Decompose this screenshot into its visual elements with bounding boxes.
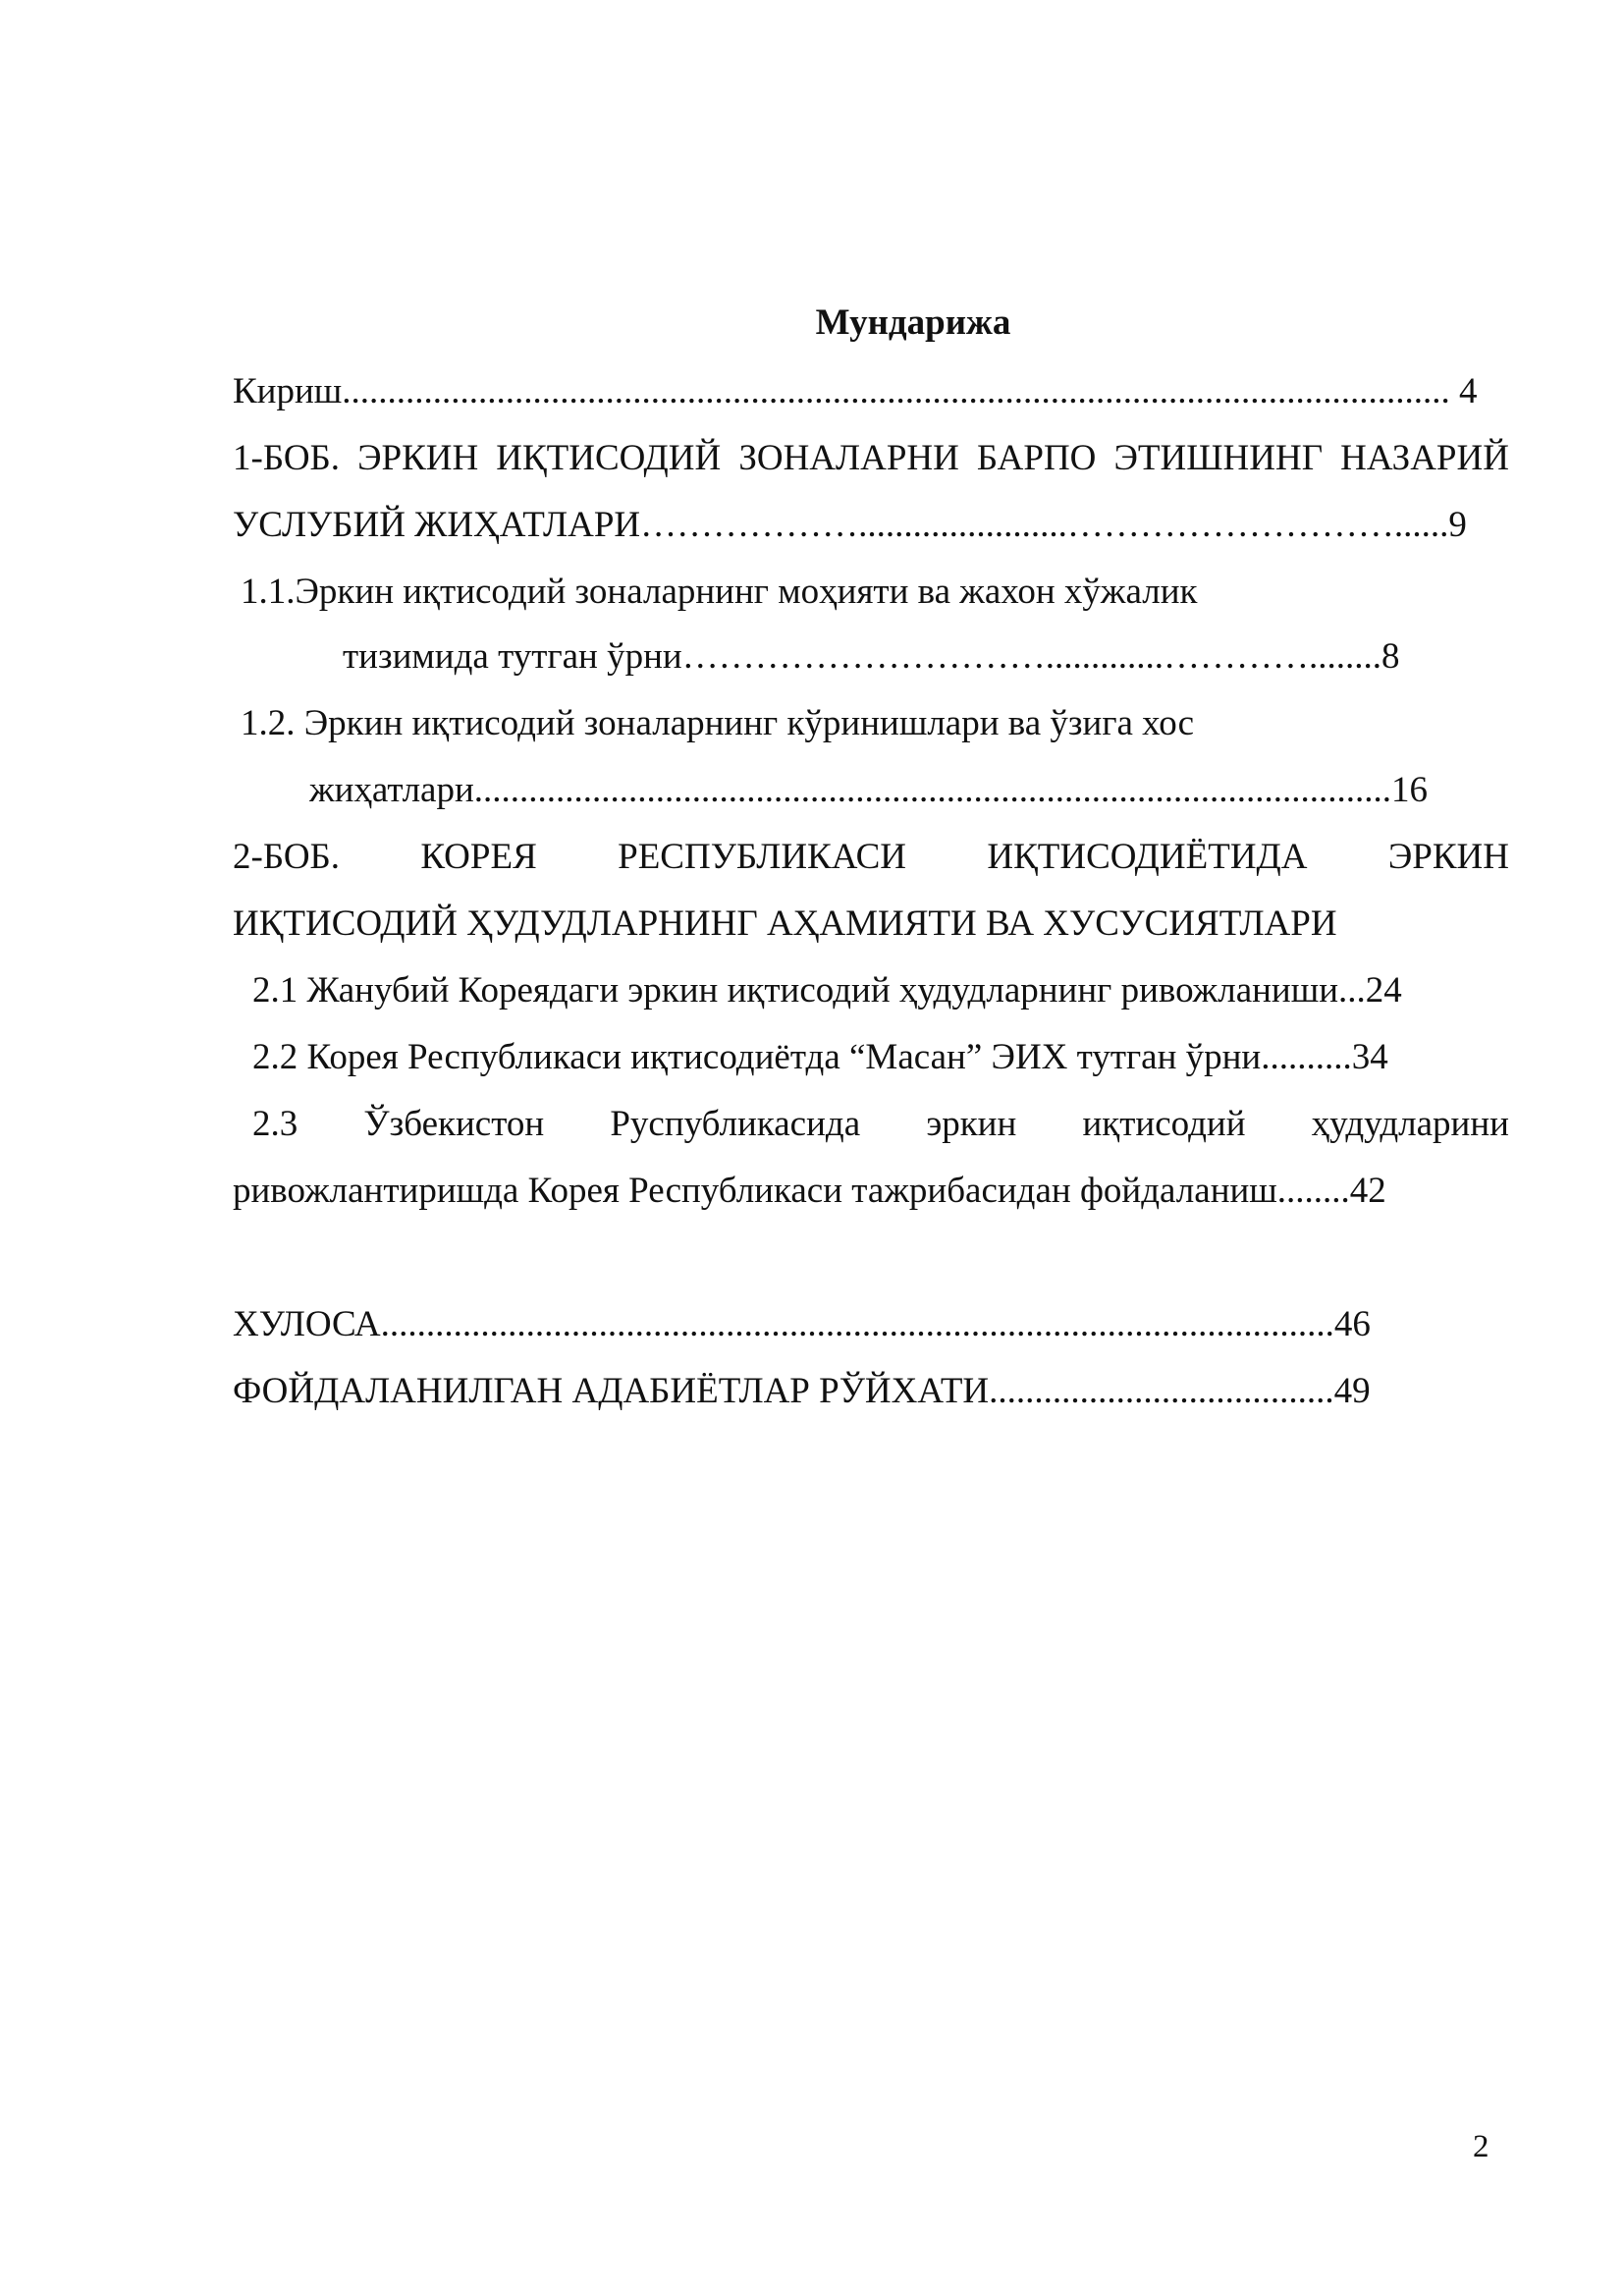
- word: 2-БОБ.: [233, 837, 341, 877]
- word: ЭРКИН: [357, 438, 479, 478]
- word: ЗОНАЛАРНИ: [738, 438, 959, 478]
- toc-section-1-2-line-1: 1.2. Эркин иқтисодий зоналарнинг кўринишлари ва ўзига хос: [241, 703, 1195, 743]
- toc-section-2-2: 2.2 Корея Республикаси иқтисодиётда “Масан” ЭИХ тутган ўрни..........34: [252, 1037, 1388, 1077]
- word: иқтисодий: [1082, 1104, 1246, 1144]
- word: ҳудудларини: [1311, 1104, 1509, 1144]
- toc-entry-intro: Кириш.......................................................................................................................... 4: [233, 371, 1478, 411]
- toc-section-2-3-line-2: ривожлантиришда Корея Республикаси тажрибасидан фойдаланиш........42: [233, 1171, 1386, 1211]
- word: РЕСПУБЛИКАСИ: [618, 837, 906, 877]
- page-number: 2: [1473, 2129, 1489, 2164]
- toc-section-1-1-line-2: тизимида тутган ўрни………………………….............…………........8: [343, 636, 1400, 677]
- word: БАРПО: [976, 438, 1097, 478]
- toc-entry-conclusion: ХУЛОСА.........................................................................................................46: [233, 1304, 1371, 1344]
- word: НАЗАРИЙ: [1340, 438, 1509, 478]
- word: ИҚТИСОДИЁТИДА: [987, 837, 1308, 877]
- word: ИҚТИСОДИЙ: [496, 438, 722, 478]
- toc-section-2-1: 2.1 Жанубий Кореядаги эркин иқтисодий ҳудудларнинг ривожланиши...24: [252, 970, 1402, 1011]
- word: ЭРКИН: [1387, 837, 1509, 877]
- toc-section-1-1-line-1: 1.1.Эркин иқтисодий зоналарнинг моҳияти ва жахон хўжалик: [241, 572, 1198, 612]
- toc-chapter-2-heading-line-1: [233, 835, 1509, 880]
- toc-entry-references: ФОЙДАЛАНИЛГАН АДАБИЁТЛАР РЎЙХАТИ......................................49: [233, 1371, 1371, 1411]
- toc-chapter-1-heading-line-1: [233, 436, 1509, 481]
- word: 2.3: [252, 1104, 298, 1144]
- toc-section-1-2-line-2: жиҳатлари.....................................................................................................16: [309, 770, 1429, 810]
- toc-chapter-1-heading-line-2: УСЛУБИЙ ЖИҲАТЛАРИ……………….......................………………………......9: [233, 505, 1467, 545]
- toc-chapter-2-heading-line-2: ИҚТИСОДИЙ ҲУДУДЛАРНИНГ АҲАМИЯТИ ВА ХУСУСИЯТЛАРИ: [233, 903, 1337, 944]
- word: КОРЕЯ: [420, 837, 537, 877]
- toc-section-2-3-line-1: [252, 1102, 1509, 1147]
- word: ЭТИШНИНГ: [1113, 438, 1324, 478]
- word: Ўзбекистон: [363, 1104, 545, 1144]
- toc-title: Мундарижа: [815, 302, 1011, 343]
- word: Руспубликасида: [610, 1104, 861, 1144]
- word: 1-БОБ.: [233, 438, 341, 478]
- word: эркин: [926, 1104, 1017, 1144]
